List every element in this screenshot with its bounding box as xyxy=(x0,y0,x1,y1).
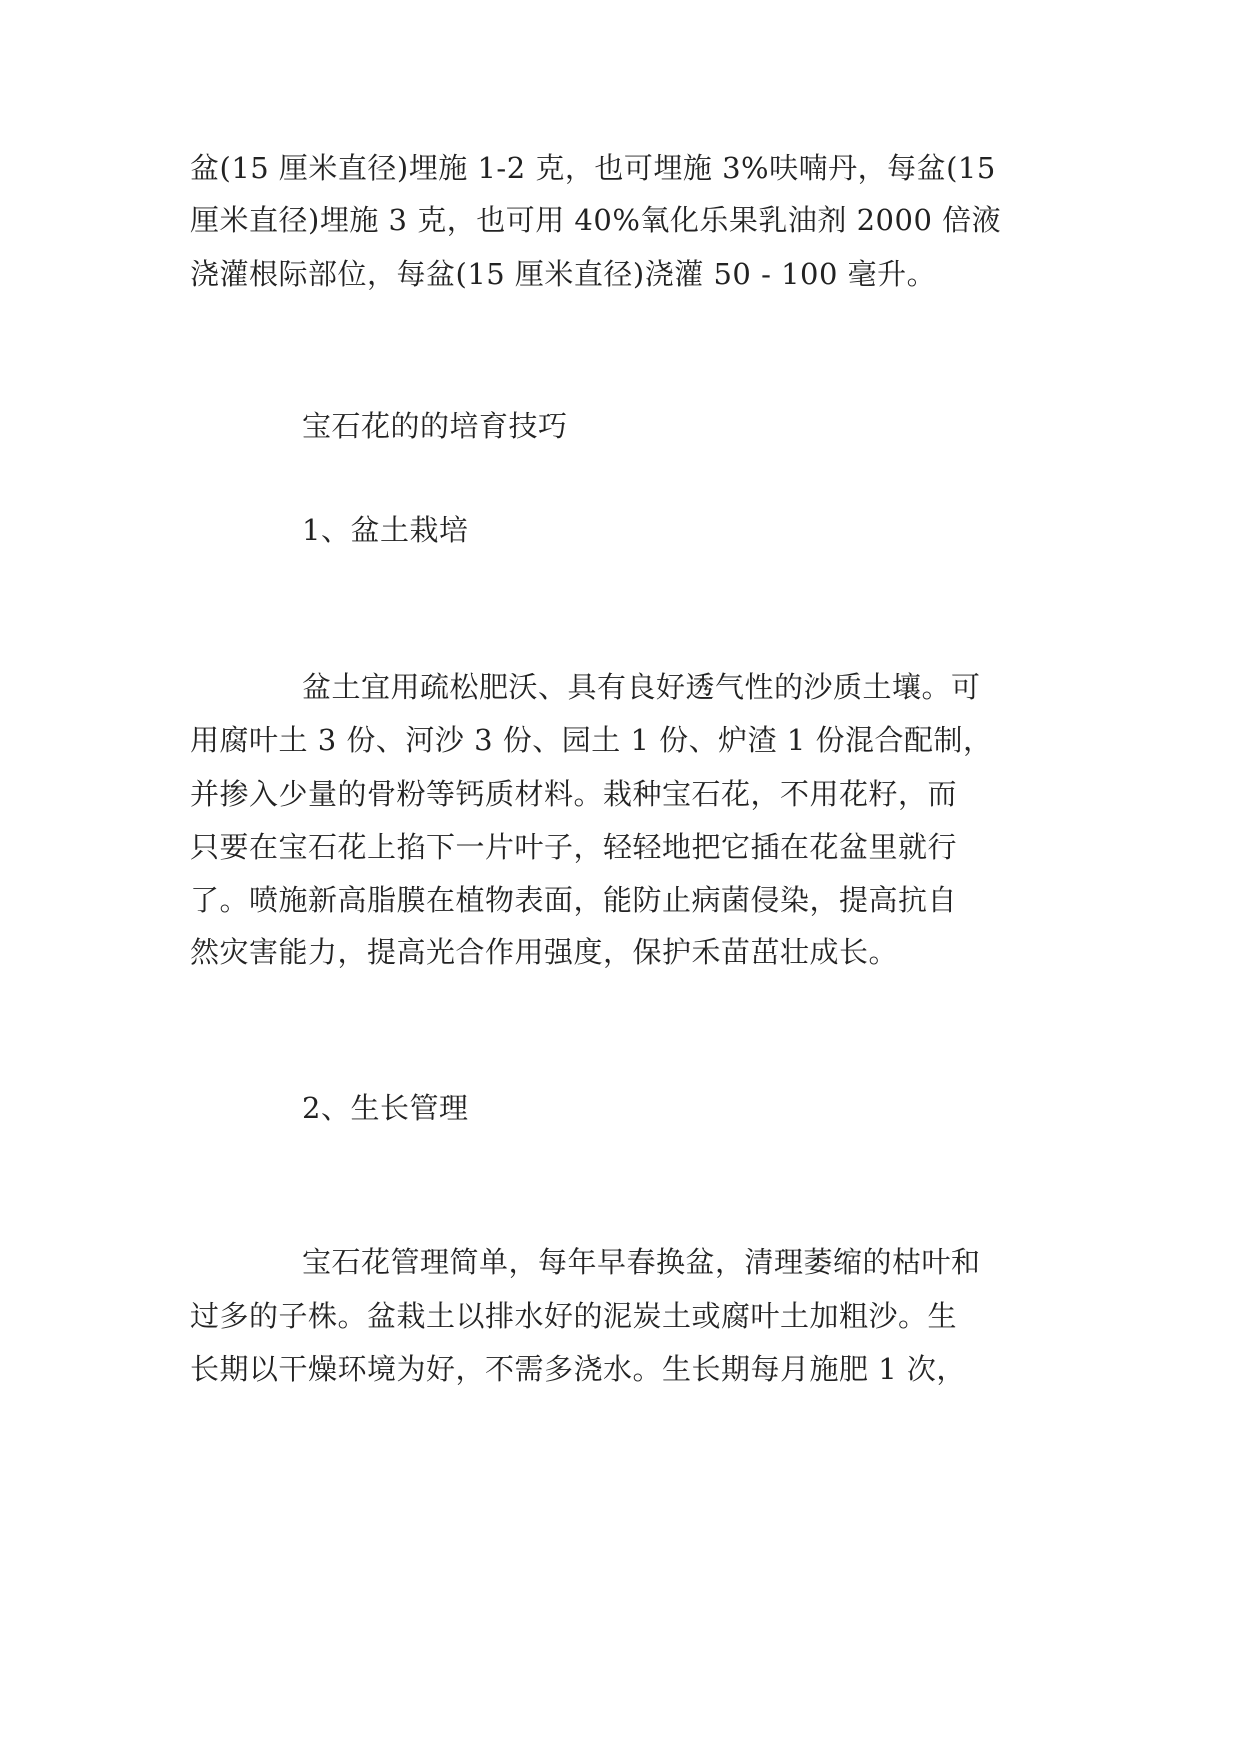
paragraph-1-line-3: 并掺入少量的骨粉等钙质材料。栽种宝石花，不用花籽，而 xyxy=(190,777,958,811)
subheading-growth-management: 2、生长管理 xyxy=(302,1091,469,1125)
intro-line-1: 盆(15 厘米直径)埋施 1-2 克，也可埋施 3%呋喃丹，每盆(15 xyxy=(190,151,996,185)
paragraph-1-line-1: 盆土宜用疏松肥沃、具有良好透气性的沙质土壤。可 xyxy=(302,670,981,704)
paragraph-1-line-2: 用腐叶土 3 份、河沙 3 份、园土 1 份、炉渣 1 份混合配制， xyxy=(190,723,993,757)
paragraph-1-line-5: 了。喷施新高脂膜在植物表面，能防止病菌侵染，提高抗自 xyxy=(190,883,958,917)
paragraph-2-line-1: 宝石花管理简单，每年早春换盆，清理萎缩的枯叶和 xyxy=(302,1245,981,1279)
subheading-soil-cultivation: 1、盆土栽培 xyxy=(302,513,469,547)
intro-line-2: 厘米直径)埋施 3 克，也可用 40%氧化乐果乳油剂 2000 倍液 xyxy=(190,203,1002,237)
paragraph-1-line-6: 然灾害能力，提高光合作用强度，保护禾苗茁壮成长。 xyxy=(190,935,899,969)
paragraph-1-line-4: 只要在宝石花上掐下一片叶子，轻轻地把它插在花盆里就行 xyxy=(190,830,958,864)
paragraph-2-line-3: 长期以干燥环境为好，不需多浇水。生长期每月施肥 1 次， xyxy=(190,1352,966,1386)
intro-line-3: 浇灌根际部位，每盆(15 厘米直径)浇灌 50 - 100 毫升。 xyxy=(190,257,937,291)
paragraph-2-line-2: 过多的子株。盆栽土以排水好的泥炭土或腐叶土加粗沙。生 xyxy=(190,1299,958,1333)
section-heading: 宝石花的的培育技巧 xyxy=(302,409,568,443)
